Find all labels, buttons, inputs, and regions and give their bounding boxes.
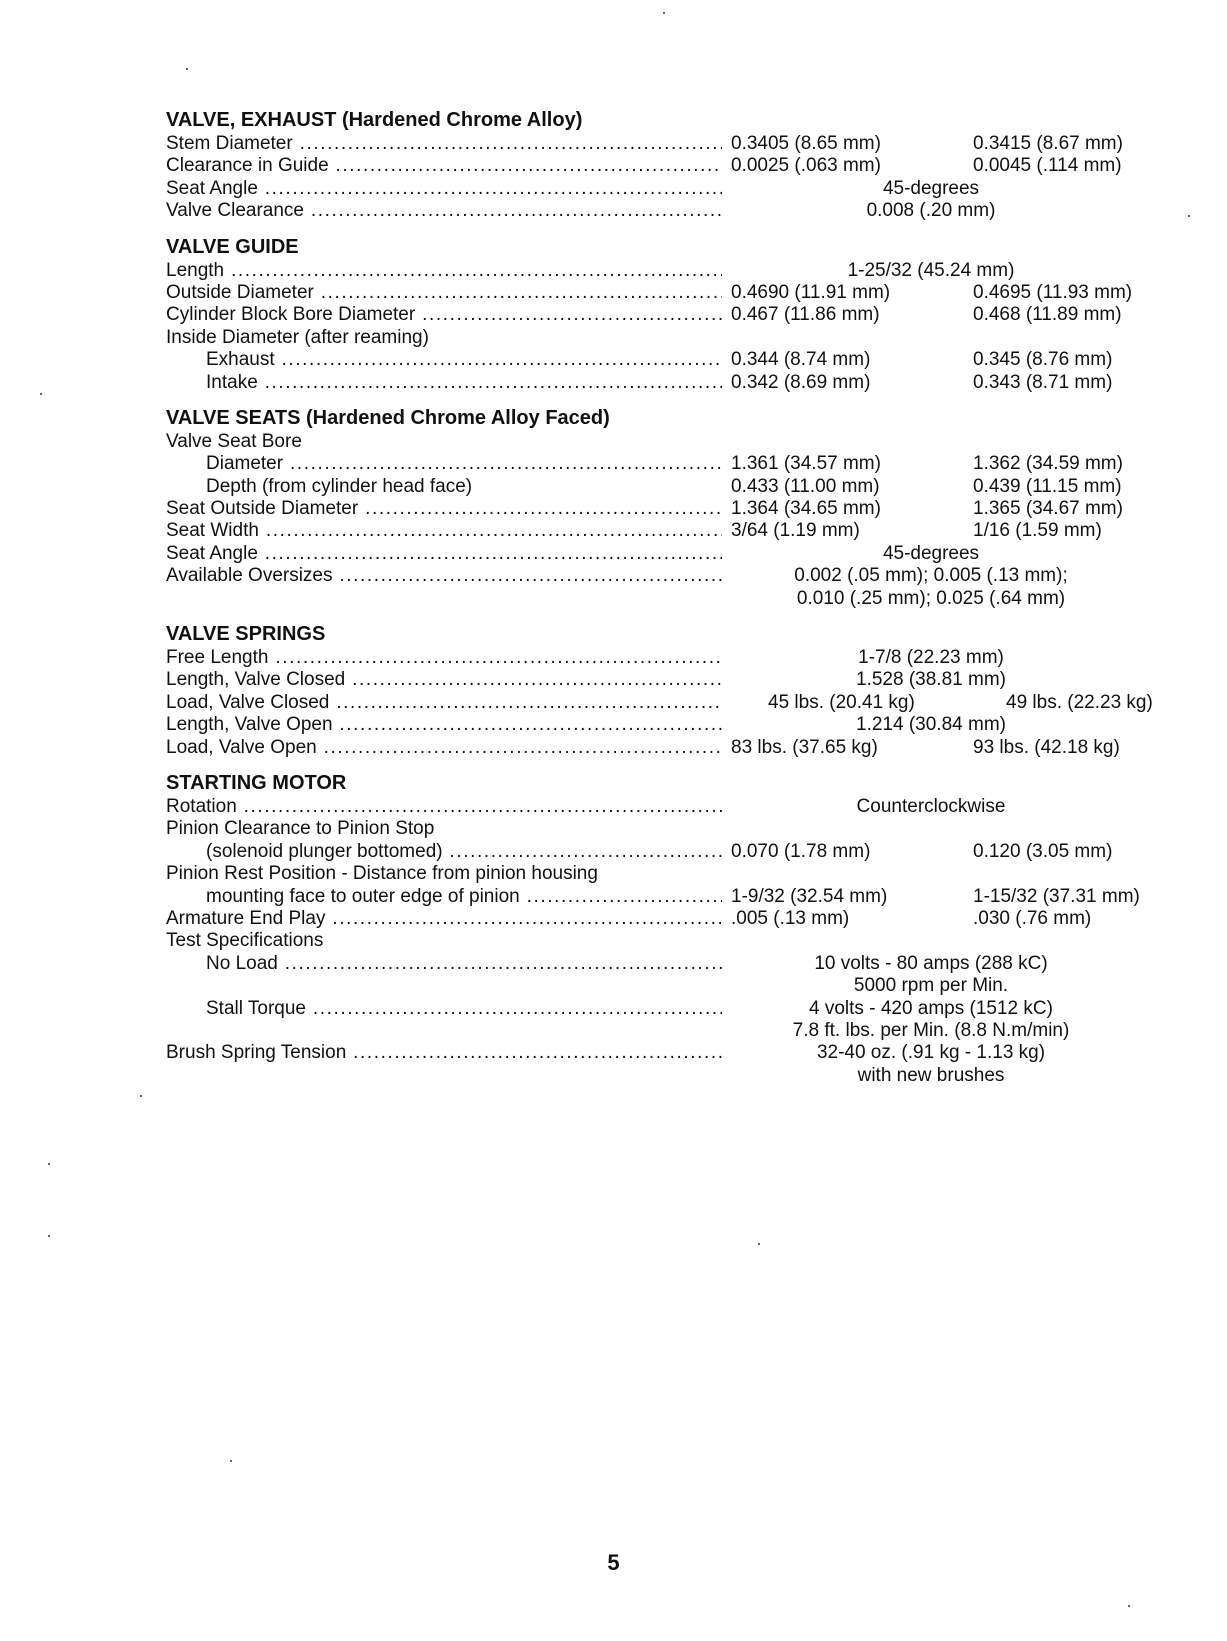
spec-value-max: 0.468 (11.89 mm): [973, 304, 1122, 326]
spec-row: [166, 260, 1176, 282]
spec-value: Counterclockwise: [856, 795, 1006, 817]
spec-label: Inside Diameter (after reaming): [166, 326, 429, 348]
spec-label: Seat Angle .....: [166, 543, 722, 565]
spec-value-min: 1-9/32 (32.54 mm): [731, 885, 888, 907]
spec-value-max: 49 lbs. (22.23 kg): [1006, 691, 1153, 713]
spec-label: Load, Valve Open .....: [166, 737, 722, 759]
spec-row: [166, 647, 1176, 669]
spec-label: Load, Valve Closed .....: [166, 692, 722, 714]
spec-label: Depth (from cylinder head face): [206, 475, 473, 497]
spec-value-min: 0.433 (11.00 mm): [731, 475, 880, 497]
spec-content: [166, 108, 1176, 1099]
spec-value-max: 1/16 (1.59 mm): [973, 520, 1102, 542]
spec-row: [166, 886, 1176, 908]
spec-value-max: 1.362 (34.59 mm): [973, 453, 1123, 475]
spec-value: 5000 rpm per Min.: [853, 975, 1009, 997]
spec-section: [166, 771, 1176, 1087]
spec-row: [166, 520, 1176, 542]
spec-value-max: 0.3415 (8.67 mm): [973, 133, 1123, 154]
spec-value: 32-40 oz. (.91 kg - 1.13 kg): [816, 1042, 1046, 1064]
spec-label: Pinion Clearance to Pinion Stop: [166, 818, 435, 840]
spec-label: Length, Valve Closed .....: [166, 669, 722, 691]
spec-value: 10 volts - 80 amps (288 kC): [814, 952, 1048, 974]
spec-value-max: 0.343 (8.71 mm): [973, 371, 1113, 393]
spec-value: 0.002 (.05 mm); 0.005 (.13 mm);: [794, 565, 1068, 587]
spec-value-min: 0.342 (8.69 mm): [731, 371, 871, 393]
spec-row: [166, 588, 1176, 610]
spec-value-min: 0.344 (8.74 mm): [731, 349, 871, 371]
spec-label: Stem Diameter .....: [166, 133, 722, 155]
spec-value-max: 0.120 (3.05 mm): [973, 840, 1113, 862]
spec-value-min: 0.0025 (.063 mm): [731, 155, 881, 177]
spec-row: [166, 431, 1176, 453]
section-heading: VALVE GUIDE: [166, 235, 299, 258]
spec-row: [166, 453, 1176, 475]
spec-row: [166, 565, 1176, 587]
spec-label: Seat Angle .....: [166, 178, 722, 200]
spec-label: Clearance in Guide .....: [166, 155, 722, 177]
spec-row: [166, 714, 1176, 736]
spec-row: [166, 669, 1176, 691]
spec-value-min: 83 lbs. (37.65 kg): [731, 736, 878, 758]
spec-section: [166, 108, 1176, 223]
spec-value: 1.528 (38.81 mm): [856, 669, 1006, 691]
spec-label: Pinion Rest Position - Distance from pinion housing: [166, 863, 598, 885]
spec-label: Free Length .....: [166, 647, 722, 669]
spec-value-max: 0.345 (8.76 mm): [973, 349, 1113, 371]
spec-value-min: 1.361 (34.57 mm): [731, 453, 881, 475]
scan-speck: [48, 1235, 50, 1237]
spec-row: [166, 476, 1176, 498]
spec-row: [166, 543, 1176, 565]
spec-value-max: 0.0045 (.114 mm): [973, 155, 1122, 177]
spec-row: [166, 133, 1176, 155]
spec-value: 0.010 (.25 mm); 0.025 (.64 mm): [796, 587, 1066, 609]
spec-value-min: 0.3405 (8.65 mm): [731, 133, 881, 154]
spec-value: 7.8 ft. lbs. per Min. (8.8 N.m/min): [792, 1019, 1070, 1041]
spec-value-min: 0.070 (1.78 mm): [731, 840, 871, 862]
page-number: 5: [607, 1550, 620, 1575]
spec-label: Cylinder Block Bore Diameter .....: [166, 304, 722, 326]
spec-label: Seat Width .....: [166, 520, 722, 542]
spec-row: [166, 282, 1176, 304]
spec-label: Rotation .....: [166, 796, 722, 818]
spec-label: Outside Diameter .....: [166, 282, 722, 304]
scan-speck: [40, 393, 42, 395]
spec-value: 0.008 (.20 mm): [866, 200, 996, 222]
spec-row: [166, 998, 1176, 1020]
spec-row: [166, 930, 1176, 952]
spec-row: [166, 1065, 1176, 1087]
spec-label: Length, Valve Open .....: [166, 714, 722, 736]
spec-value-max: 93 lbs. (42.18 kg): [973, 736, 1120, 758]
spec-value: 1-7/8 (22.23 mm): [858, 647, 1004, 669]
spec-label: Valve Seat Bore: [166, 430, 302, 452]
spec-row: [166, 841, 1176, 863]
spec-value-max: 1-15/32 (37.31 mm): [973, 885, 1140, 907]
spec-row: [166, 908, 1176, 930]
spec-label: Exhaust .....: [206, 349, 722, 371]
spec-row: [166, 155, 1176, 177]
scan-speck: [758, 1243, 760, 1245]
scan-speck: [186, 68, 188, 70]
spec-row: [166, 863, 1176, 885]
spec-row: [166, 1020, 1176, 1042]
spec-value: 45-degrees: [882, 177, 980, 199]
spec-label: Stall Torque .....: [206, 998, 722, 1020]
spec-row: [166, 200, 1176, 222]
spec-label: Available Oversizes .....: [166, 565, 722, 587]
spec-value: 1-25/32 (45.24 mm): [847, 259, 1015, 281]
spec-row: [166, 372, 1176, 394]
spec-label: Diameter .....: [206, 453, 722, 475]
spec-row: [166, 498, 1176, 520]
spec-value-min: 0.467 (11.86 mm): [731, 304, 880, 326]
spec-value-min: 3/64 (1.19 mm): [731, 520, 860, 542]
section-heading: STARTING MOTOR: [166, 771, 347, 794]
spec-value: 1.214 (30.84 mm): [856, 714, 1006, 736]
spec-value: 4 volts - 420 amps (1512 kC): [809, 997, 1053, 1019]
spec-row: [166, 818, 1176, 840]
spec-value-max: .030 (.76 mm): [973, 907, 1092, 929]
spec-section: [166, 622, 1176, 759]
spec-row: [166, 178, 1176, 200]
spec-value: 45-degrees: [882, 542, 980, 564]
section-heading: VALVE, EXHAUST (Hardened Chrome Alloy): [166, 109, 583, 131]
spec-value-min: 1.364 (34.65 mm): [731, 498, 881, 520]
spec-value: with new brushes: [857, 1064, 1005, 1086]
spec-row: [166, 737, 1176, 759]
spec-section: [166, 235, 1176, 394]
spec-label: mounting face to outer edge of pinion .....: [206, 886, 722, 908]
scan-speck: [230, 1460, 232, 1462]
spec-row: [166, 304, 1176, 326]
spec-value-min: 0.4690 (11.91 mm): [731, 281, 891, 303]
scan-speck: [1188, 215, 1190, 217]
scan-speck: [663, 12, 665, 14]
spec-label: (solenoid plunger bottomed) .....: [206, 841, 722, 863]
spec-label: Test Specifications: [166, 930, 324, 952]
scan-speck: [48, 1163, 50, 1165]
spec-label: Intake .....: [206, 372, 722, 394]
spec-label: Brush Spring Tension .....: [166, 1042, 722, 1064]
spec-row: [166, 953, 1176, 975]
spec-label: Valve Clearance .....: [166, 200, 722, 222]
spec-row: [166, 796, 1176, 818]
section-heading: VALVE SPRINGS: [166, 623, 326, 646]
spec-label: No Load .....: [206, 953, 722, 975]
spec-value-max: 1.365 (34.67 mm): [973, 498, 1123, 520]
spec-row: [166, 327, 1176, 349]
section-heading: VALVE SEATS (Hardened Chrome Alloy Faced): [166, 406, 610, 429]
spec-row: [166, 1042, 1176, 1064]
spec-section: [166, 406, 1176, 610]
spec-value-min: 45 lbs. (20.41 kg): [768, 691, 915, 713]
spec-row: [166, 349, 1176, 371]
scan-speck: [1128, 1605, 1130, 1607]
spec-value-min: .005 (.13 mm): [731, 907, 850, 929]
spec-value-max: 0.439 (11.15 mm): [973, 475, 1122, 497]
spec-label: Seat Outside Diameter .....: [166, 498, 722, 520]
spec-row: [166, 975, 1176, 997]
spec-row: [166, 692, 1176, 714]
spec-label: Armature End Play .....: [166, 908, 722, 930]
spec-label: Length .....: [166, 260, 722, 282]
spec-value-max: 0.4695 (11.93 mm): [973, 281, 1133, 303]
scan-speck: [140, 1095, 142, 1097]
